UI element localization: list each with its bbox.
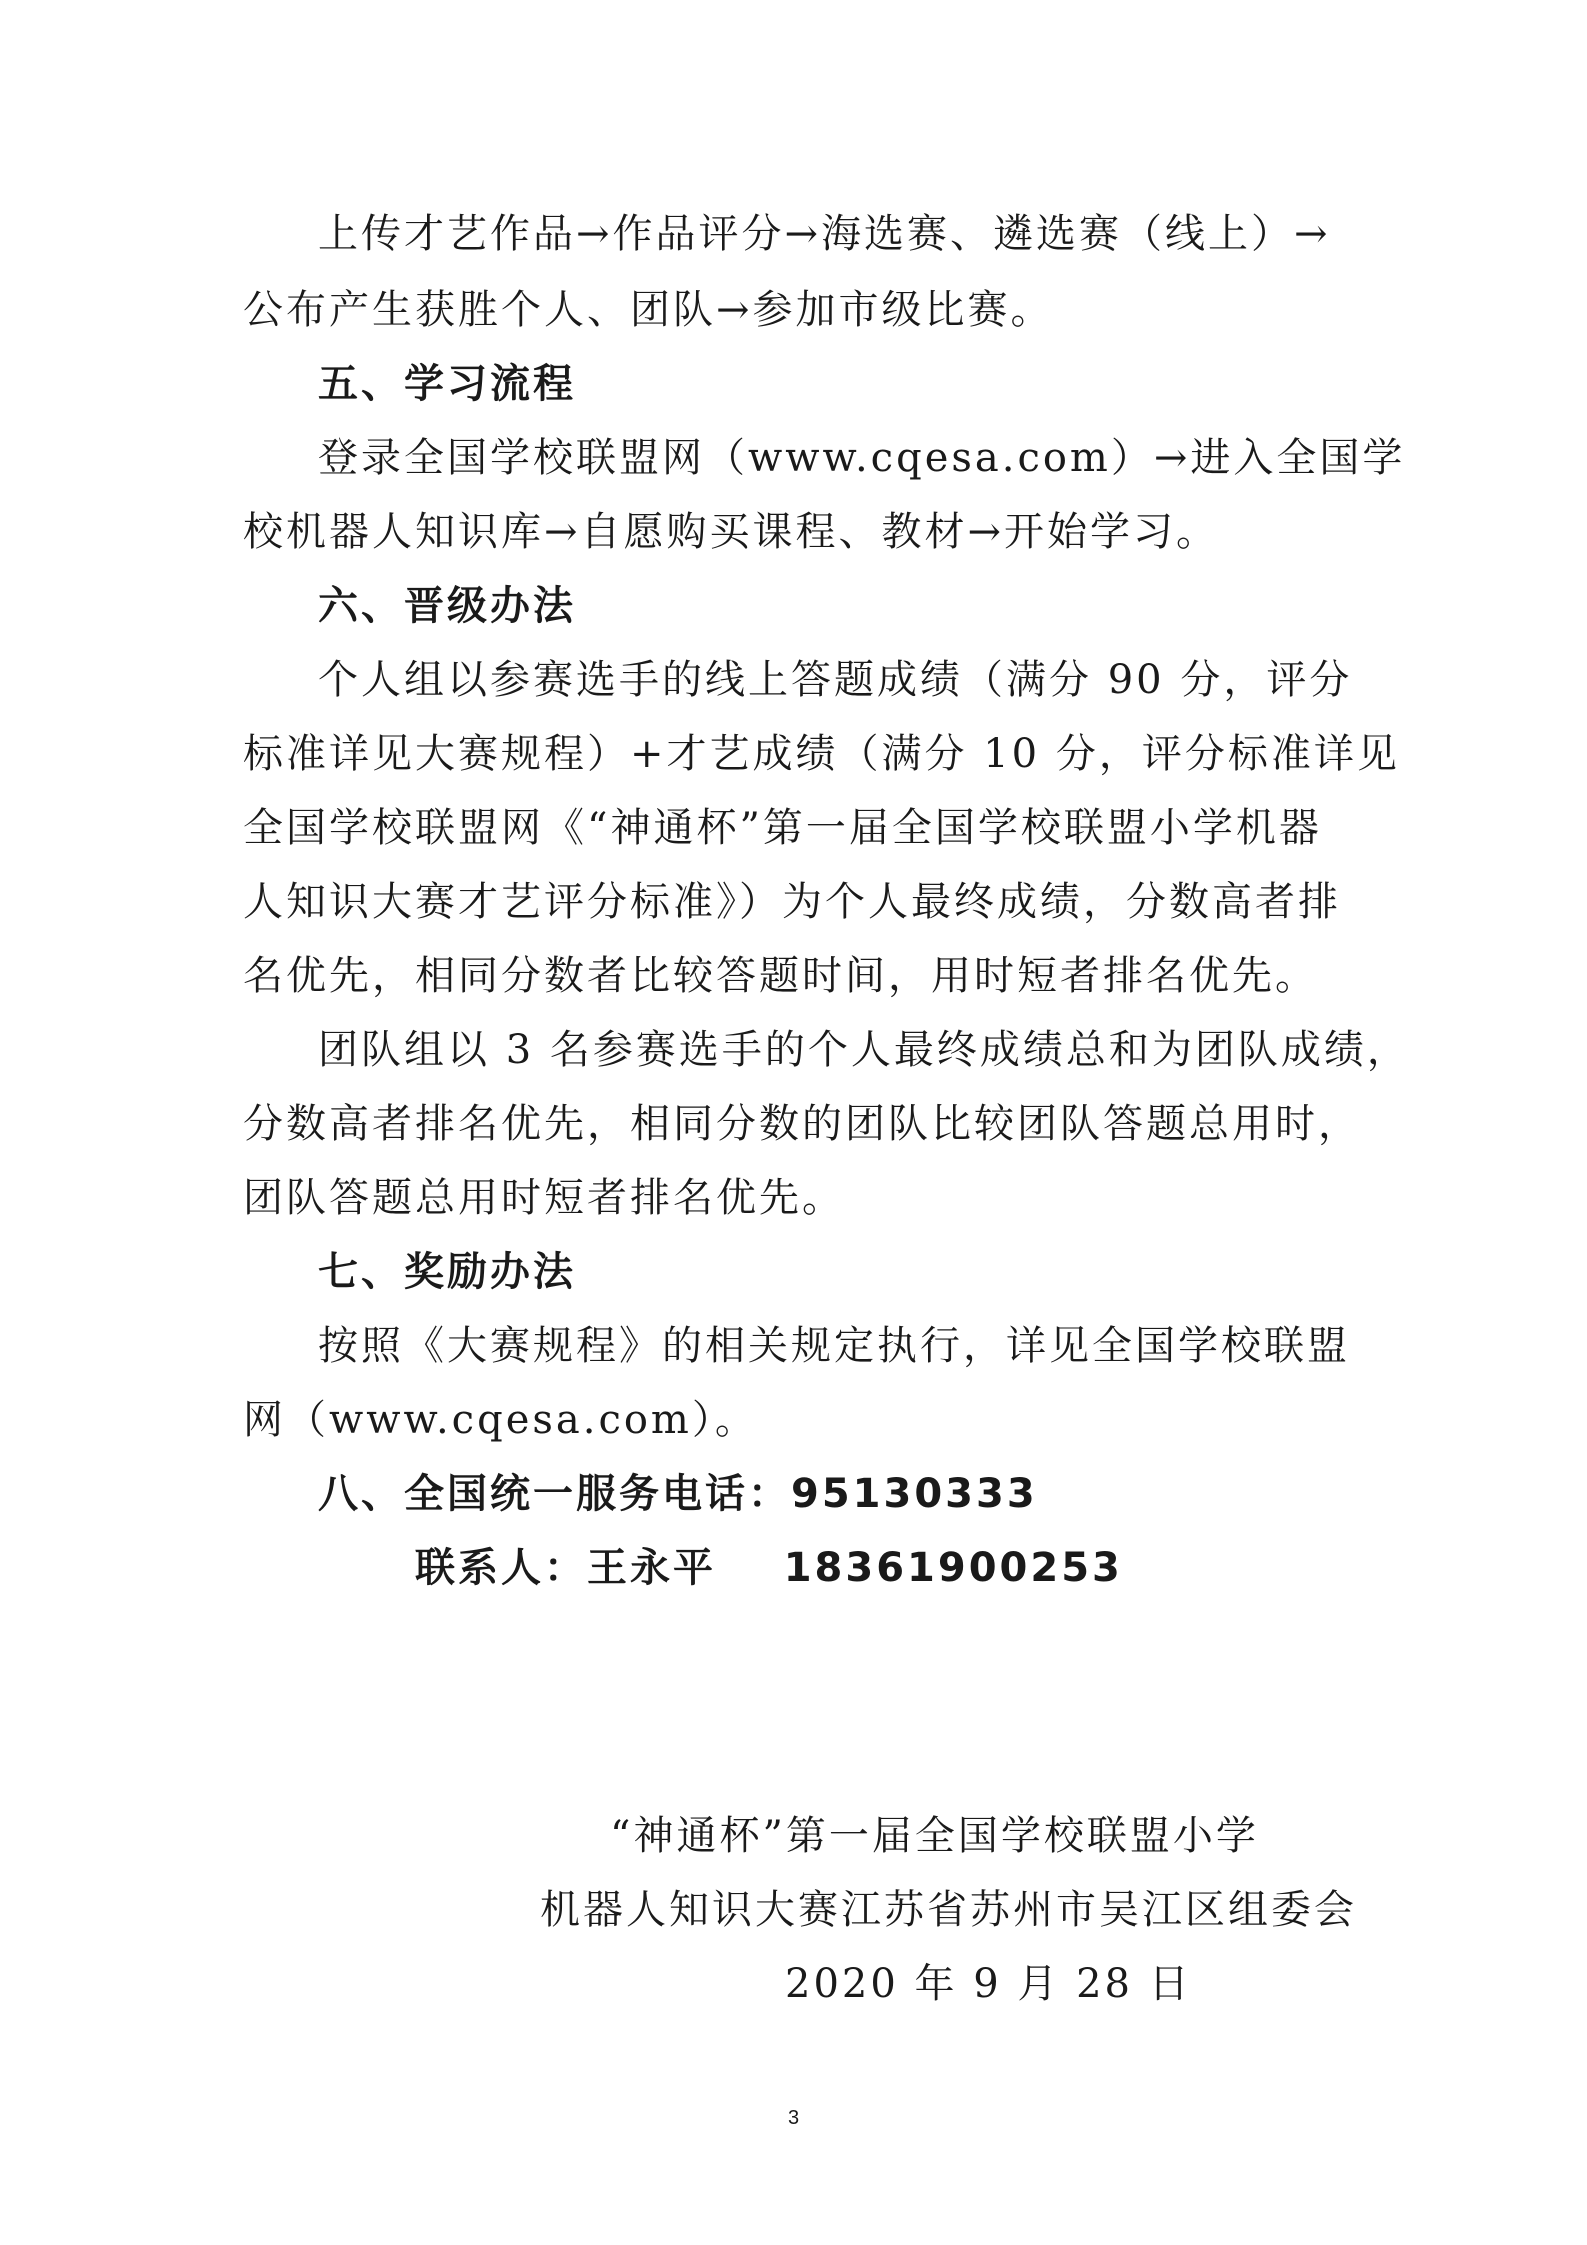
section7-heading: 七、奖励办法 — [318, 1249, 576, 1295]
section4-line-2: 公布产生获胜个人、团队→参加市级比赛。 — [243, 287, 1054, 333]
contact-person: 联系人：王永平 18361900253 — [415, 1545, 1123, 1591]
section6-para1-line-4: 人知识大赛才艺评分标准》）为个人最终成绩，分数高者排 — [243, 879, 1341, 925]
section6-para1-line-1: 个人组以参赛选手的线上答题成绩（满分 90 分，评分 — [318, 657, 1353, 703]
signature-org-line-2: 机器人知识大赛江苏省苏州市吴江区组委会 — [540, 1887, 1357, 1933]
section7-line-1: 按照《大赛规程》的相关规定执行，详见全国学校联盟 — [318, 1323, 1350, 1369]
section6-para1-line-3: 全国学校联盟网《“神通杯”第一届全国学校联盟小学机器 — [243, 805, 1322, 851]
section5-line-2: 校机器人知识库→自愿购买课程、教材→开始学习。 — [243, 509, 1220, 555]
section6-heading: 六、晋级办法 — [318, 583, 576, 629]
section6-para1-line-5: 名优先，相同分数者比较答题时间，用时短者排名优先。 — [243, 953, 1318, 999]
signature-org-line-1: “神通杯”第一届全国学校联盟小学 — [610, 1813, 1259, 1859]
page-number: 3 — [787, 2107, 800, 2129]
section6-para2-line-3: 团队答题总用时短者排名优先。 — [243, 1175, 845, 1221]
section6-para2-line-2: 分数高者排名优先，相同分数的团队比较团队答题总用时， — [243, 1101, 1361, 1147]
section6-para2-line-1: 团队组以 3 名参赛选手的个人最终成绩总和为团队成绩， — [318, 1027, 1410, 1073]
section5-line-1: 登录全国学校联盟网（www.cqesa.com）→进入全国学 — [318, 435, 1406, 481]
section7-line-2: 网（www.cqesa.com）。 — [243, 1397, 758, 1443]
section5-heading: 五、学习流程 — [318, 361, 576, 407]
section8-heading: 八、全国统一服务电话：95130333 — [318, 1471, 1038, 1517]
signature-date: 2020 年 9 月 28 日 — [785, 1961, 1192, 2007]
section6-para1-line-2: 标准详见大赛规程）+才艺成绩（满分 10 分，评分标准详见 — [243, 731, 1400, 777]
section4-line-1: 上传才艺作品→作品评分→海选赛、遴选赛（线上）→ — [318, 211, 1331, 257]
